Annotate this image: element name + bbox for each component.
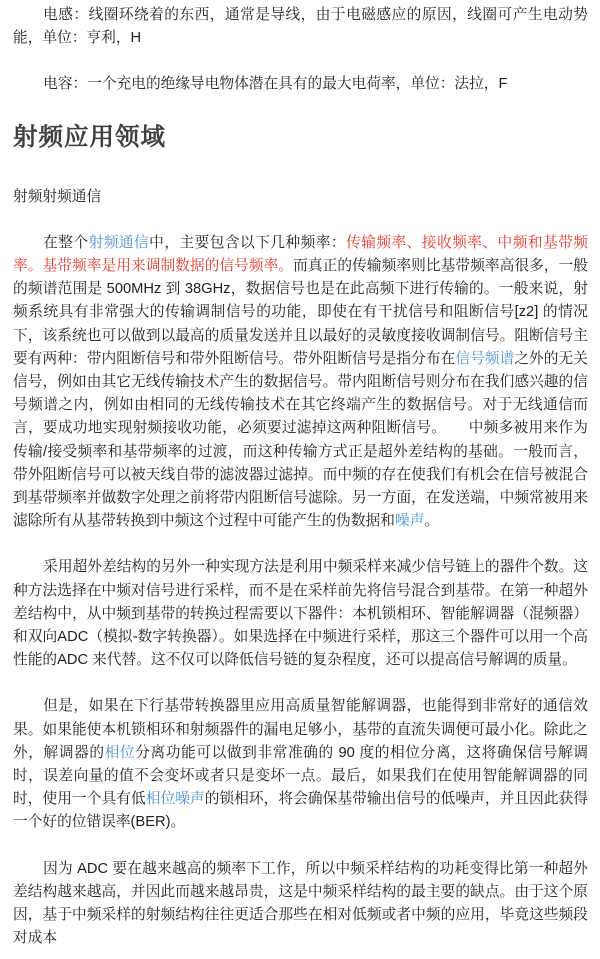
para-adc-power-cost (13, 858, 588, 951)
inline-link[interactable]: 噪声 (394, 513, 425, 530)
text-run: 射频射频通信 (13, 188, 102, 205)
text-run: 采用超外差结构的另外一种实现方法是利用中频采样来减少信号链上的器件个数。这种方法选择在中频对信号进行采样，而不是在采样前先将信号混合到基带。在第一种超外差结构中，从中频到基带的转换过程需要以下器件：本机锁相环、智能解调器（混频器）和双向ADC（模拟-数字转换器）。如果选择在中频进行采样，那这三个器件可以用一个高性能的ADC 来代替。这不仅可以降低信号链的复杂程度，还可以提高信号解调的质量。 (13, 559, 588, 669)
text-run: 在整个 (43, 234, 89, 251)
text-run: 射频应用领域 (13, 123, 166, 151)
text-run: 中，主要包含以下几种频率： (149, 234, 347, 251)
para-smart-demodulator (13, 695, 588, 834)
text-run: 之外的无关信号，例如由其它无线传输技术产生的数据信号。带内阻断信号则分布在我们感兴趣的信号频谱之内，例如由相同的无线传输技术在其它终端产生的数据信号。对于无线通信而言，要成功地实现射频接收功能，必须要过滤掉这两种阻断信号。 中频多被用来作为传输/接受频率和基带频率的过渡，而这种传输方式正是超外差结构的基础。一般而言，带外阻断信号可以被天线自带的滤波器过滤掉。而中频的存在使我们有机会在信号被混合到基带频率并做数字处理之前将带内阻断信号滤除。另一方面，在发送端，中频常被用来滤除所有从基带转换到中频这个过程中可能产生的伪数据和 (13, 350, 588, 530)
text-run: 。 (424, 513, 439, 530)
document-content (13, 4, 588, 951)
text-run: 的锁相环，将会确保基带输出信号的低噪声，并且因此获得一个好的位错误率(BER)。 (13, 791, 588, 831)
inline-link[interactable]: 信号频谱 (455, 350, 515, 367)
text-run: 而真正的传输频率则比基带频率高很多，一般的频谱范围是 500MHz 到 38GHz，数据信号也是在此高频下进行传输的。一般来说，射频系统具有非常强大的传输调制信号的功能，即使在有干扰信号和阻断信号[z2] 的情况下，该系统也可以做到以最高的质量发送并且以最好的灵敏度接收调制信号。阻断信号主要有两种：带内阻断信号和带外阻断信号。带外阻断信号是指分布在 (13, 258, 588, 367)
text-run: 但是，如果在下行基带转换器里应用高质量智能解调器，也能得到非常好的通信效果。如果能使本机锁相环和射频器件的漏电足够小，基带的直流失调便可最小化。除此之外，解调器的 (13, 698, 588, 761)
text-run: 电容：一个充电的绝缘导电物体潜在具有的最大电荷率，单位：法拉，F (43, 76, 508, 93)
para-inductance (13, 4, 588, 50)
text-run: 传输频率、接收频率、中频和基带频率。基带频率是用来调制数据的信号频率。 (13, 234, 588, 275)
heading-rf-application-field (13, 122, 588, 153)
inline-link[interactable]: 相位噪声 (145, 791, 205, 808)
inline-link[interactable]: 相位 (104, 744, 136, 761)
text-run: 分离功能可以做到非常准确的 90 度的相位分离，这将确保信号解调时，误差向量的值不会变坏或者只是变坏一点。最后，如果我们在使用智能解调器的同时，使用一个具有低 (13, 744, 588, 808)
para-frequencies-overview (13, 232, 588, 534)
text-run: 因为 ADC 要在越来越高的频率下工作，所以中频采样结构的功耗变得比第一种超外差结构越来越高，并因此而越来越昂贵，这是中频采样结构的最主要的缺点。由于这个原因，基于中频采样的射频结构往往更适合那些在相对低频或者中频的应用，毕竟这些频段对成本 (13, 860, 588, 947)
para-if-sampling (13, 556, 588, 672)
para-rf-rf-communication-subtitle (13, 186, 588, 209)
text-run: 电感：线圈环绕着的东西，通常是导线，由于电磁感应的原因，线圈可产生电动势能，单位：亨利，H (13, 7, 588, 47)
inline-link[interactable]: 射频通信 (88, 234, 150, 251)
para-capacitance (13, 73, 588, 96)
